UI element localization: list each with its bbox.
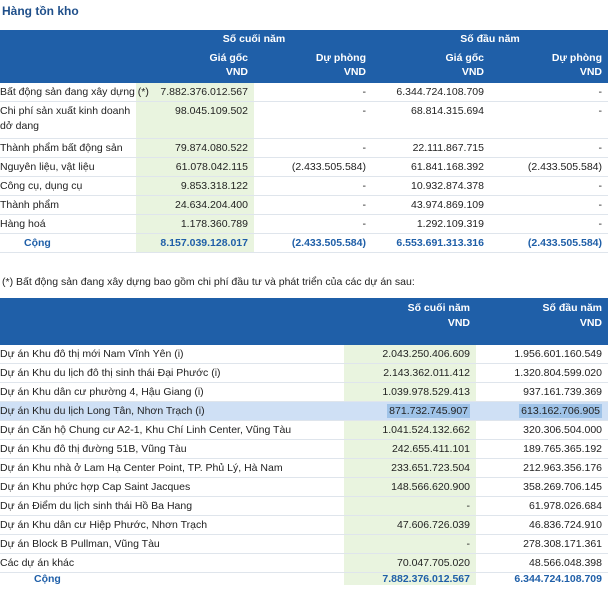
header-blank — [0, 30, 136, 48]
project-label: Dự án Khu dân cư Hiệp Phước, Nhơn Trạch — [0, 516, 344, 535]
end-value-cell: 148.566.620.900 — [344, 478, 476, 497]
end-value-cell: 70.047.705.020 — [344, 554, 476, 573]
row-label: Thành phẩm bất động sản — [0, 139, 136, 158]
end-value-cell: 2.043.250.406.609 — [344, 345, 476, 364]
table-row — [0, 158, 608, 177]
projects-table — [0, 298, 608, 585]
project-label: Dự án Điểm du lịch sinh thái Hồ Ba Hang — [0, 497, 344, 516]
table-row — [0, 364, 608, 383]
row-label: Bất động sản đang xây dựng (*) — [0, 83, 136, 102]
table-row — [0, 478, 608, 497]
total-end-cost: 8.157.039.128.017 — [136, 234, 254, 253]
end-cost-cell: 1.178.360.789 — [136, 215, 254, 234]
table-row — [0, 196, 608, 215]
table-row — [0, 139, 608, 158]
begin-value-cell: 320.306.504.000 — [476, 421, 608, 440]
project-label: Dự án Khu đô thị mới Nam Vĩnh Yên (i) — [0, 345, 344, 364]
begin-provision-cell: - — [490, 102, 608, 139]
begin-cost-cell: 6.344.724.108.709 — [372, 83, 490, 102]
begin-cost-cell: 22.111.867.715 — [372, 139, 490, 158]
end-value-cell: 47.606.726.039 — [344, 516, 476, 535]
inventory-table — [0, 30, 608, 253]
total-begin-value: 6.344.724.108.709 — [514, 573, 602, 585]
row-label: Công cụ, dụng cụ — [0, 177, 136, 196]
begin-value-cell: 212.963.356.176 — [476, 459, 608, 478]
begin-cost-cell: 1.292.109.319 — [372, 215, 490, 234]
end-value-cell: 242.655.411.101 — [344, 440, 476, 459]
section-title: Hàng tồn kho — [2, 4, 79, 18]
table-row — [0, 177, 608, 196]
end-provision-cell: - — [254, 177, 372, 196]
end-cost-cell: 24.634.204.400 — [136, 196, 254, 215]
table-row — [0, 345, 608, 364]
table-row — [0, 102, 608, 139]
table-row — [0, 421, 608, 440]
end-cost-cell: 9.853.318.122 — [136, 177, 254, 196]
group-header-begin: Số đầu năm — [372, 30, 608, 48]
row-label: Thành phẩm — [0, 196, 136, 215]
end-provision-cell: - — [254, 83, 372, 102]
project-label: Dự án Khu đô thị đường 51B, Vũng Tàu — [0, 440, 344, 459]
col-header-end-provision: Dự phòng VND — [254, 48, 372, 83]
end-provision-cell: - — [254, 102, 372, 139]
end-value-cell: 233.651.723.504 — [344, 459, 476, 478]
end-cost-cell: 7.882.376.012.567 — [136, 83, 254, 102]
total-label: Cộng — [34, 573, 61, 585]
begin-cost-cell: 10.932.874.378 — [372, 177, 490, 196]
end-cost-cell: 98.045.109.502 — [136, 102, 254, 139]
end-value-cell: 1.041.524.132.662 — [344, 421, 476, 440]
table-row — [0, 440, 608, 459]
total-end-value: 7.882.376.012.567 — [344, 573, 476, 586]
end-value-cell: - — [344, 535, 476, 554]
total-row — [0, 573, 608, 586]
end-provision-cell: - — [254, 139, 372, 158]
total-row — [0, 234, 608, 253]
project-label: Dự án Block B Pullman, Vũng Tàu — [0, 535, 344, 554]
projects-header-row — [0, 298, 608, 345]
begin-provision-cell: - — [490, 215, 608, 234]
header-blank — [0, 48, 136, 83]
begin-value-cell: 937.161.739.369 — [476, 383, 608, 402]
table-row — [0, 497, 608, 516]
project-label: Dự án Khu phức hợp Cap Saint Jacques — [0, 478, 344, 497]
end-provision-cell: - — [254, 215, 372, 234]
group-header-end: Số cuối năm — [136, 30, 372, 48]
col-header-end-cost: Giá gốc VND — [136, 48, 254, 83]
project-label: Dự án Khu nhà ở Lam Hạ Center Point, TP. Phủ Lý, Hà Nam — [0, 459, 344, 478]
table-row-highlighted — [0, 402, 608, 421]
end-value-cell: 1.039.978.529.413 — [344, 383, 476, 402]
project-label: Các dự án khác — [0, 554, 344, 573]
col-header-begin: Số đầu năm VND — [476, 298, 608, 345]
begin-provision-cell: (2.433.505.584) — [490, 158, 608, 177]
begin-cost-cell: 43.974.869.109 — [372, 196, 490, 215]
begin-provision-cell: - — [490, 83, 608, 102]
col-header-end: Số cuối năm VND — [344, 298, 476, 345]
begin-provision-cell: - — [490, 139, 608, 158]
begin-provision-cell: - — [490, 177, 608, 196]
begin-value-cell: 278.308.171.361 — [476, 535, 608, 554]
total-begin-cost: 6.553.691.313.316 — [372, 234, 490, 253]
begin-value-cell: 46.836.724.910 — [476, 516, 608, 535]
begin-value-cell: 358.269.706.145 — [476, 478, 608, 497]
row-label: Chi phí sản xuất kinh doanh dở dang — [0, 102, 136, 139]
total-end-provision: (2.433.505.584) — [254, 234, 372, 253]
begin-value-cell: 1.956.601.160.549 — [476, 345, 608, 364]
inventory-group-header-row — [0, 30, 608, 48]
project-label: Dự án Khu du lịch Long Tân, Nhơn Trạch (i) — [0, 402, 344, 421]
begin-cost-cell: 61.841.168.392 — [372, 158, 490, 177]
begin-value-cell: 48.566.048.398 — [476, 554, 608, 573]
table-row — [0, 535, 608, 554]
table-row — [0, 83, 608, 102]
total-begin-provision: (2.433.505.584) — [490, 234, 608, 253]
table-row — [0, 516, 608, 535]
begin-value-cell: 613.162.706.905 — [476, 402, 608, 421]
col-header-begin-cost: Giá gốc VND — [372, 48, 490, 83]
end-provision-cell: - — [254, 196, 372, 215]
row-label: Nguyên liệu, vật liệu — [0, 158, 136, 177]
total-label: Cộng — [0, 234, 136, 253]
inventory-column-header-row — [0, 48, 608, 83]
end-provision-cell: (2.433.505.584) — [254, 158, 372, 177]
header-blank — [0, 298, 344, 345]
col-header-begin-provision: Dự phòng VND — [490, 48, 608, 83]
begin-value-cell: 189.765.365.192 — [476, 440, 608, 459]
end-cost-cell: 79.874.080.522 — [136, 139, 254, 158]
row-label: Hàng hoá — [0, 215, 136, 234]
end-value-cell: 2.143.362.011.412 — [344, 364, 476, 383]
begin-value-cell: 61.978.026.684 — [476, 497, 608, 516]
end-value-cell: - — [344, 497, 476, 516]
begin-value-cell: 1.320.804.599.020 — [476, 364, 608, 383]
table-row — [0, 215, 608, 234]
begin-provision-cell: - — [490, 196, 608, 215]
project-label: Dự án Khu du lịch đô thị sinh thái Đại Phước (i) — [0, 364, 344, 383]
table-row — [0, 554, 608, 573]
project-label: Dự án Khu dân cư phường 4, Hậu Giang (i) — [0, 383, 344, 402]
project-label: Dự án Căn hộ Chung cư A2-1, Khu Chí Linh Center, Vũng Tàu — [0, 421, 344, 440]
footnote-text: (*) Bất động sản đang xây dựng bao gồm chi phí đầu tư và phát triển của các dự án sau: — [2, 276, 415, 288]
table-row — [0, 459, 608, 478]
begin-cost-cell: 68.814.315.694 — [372, 102, 490, 139]
end-value-cell: 871.732.745.907 — [344, 402, 476, 421]
table-row — [0, 383, 608, 402]
end-cost-cell: 61.078.042.115 — [136, 158, 254, 177]
